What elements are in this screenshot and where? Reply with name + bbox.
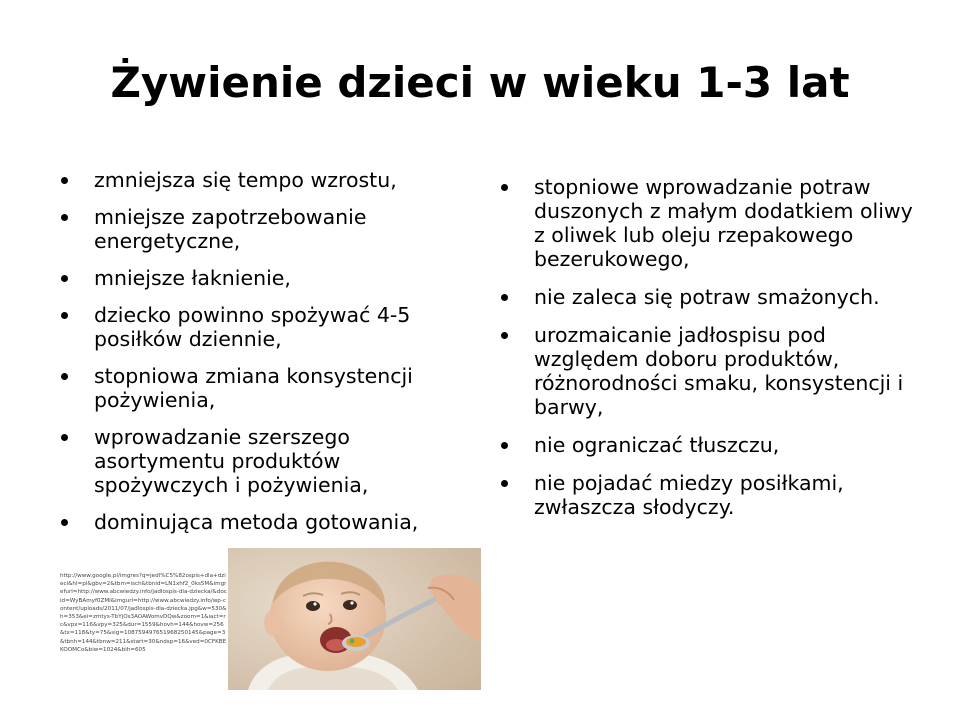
baby-eating-photo	[228, 548, 481, 690]
list-item	[60, 364, 470, 412]
bullet-icon	[501, 294, 508, 301]
list-item	[60, 425, 470, 497]
list-item	[60, 303, 470, 351]
list-item-text: stopniowa zmiana konsystencji pożywienia,	[94, 364, 413, 412]
bullet-icon	[61, 214, 68, 221]
list-item	[60, 168, 470, 192]
list-item-text: dominująca metoda gotowania,	[94, 510, 419, 534]
list-item	[60, 510, 470, 534]
list-item-text: urozmaicanie jadłospisu pod względem doboru produktów, różnorodności smaku, konsystencji i barwy,	[534, 323, 904, 419]
list-item	[500, 323, 920, 419]
bullet-icon	[501, 442, 508, 449]
list-item-text: mniejsze zapotrzebowanie energetyczne,	[94, 205, 367, 253]
baby-eating-illustration	[228, 548, 481, 690]
bullet-icon	[61, 519, 68, 526]
list-item	[500, 175, 920, 271]
list-item	[500, 433, 920, 457]
list-item-text: nie pojadać miedzy posiłkami, zwłaszcza słodyczy.	[534, 471, 844, 519]
list-item-text: mniejsze łaknienie,	[94, 266, 291, 290]
list-item-text: nie ograniczać tłuszczu,	[534, 433, 780, 457]
image-source-url: http://www.google.pl/imgres?q=jedl%C5%82ospis+dla+dzieci&hl=pl&gbv=2&tbm=isch&tbnid=LN1xhf2_0ks5M&imgrefurl=http://www.abcwiedzy.info/jadlospis-dla-dziecka/&docid=WyBAmyf0ZMI&imgurl=http://www.abcwiedzy.info/wp-content/uploads/2011/07/jadlospis-dla-dziecka.jpg&w=530&h=353&ei=zmtys-TbYjOs3AOAWomvDQw&zoom=1&iact=rc&vpx=116&vpy=325&dur=1559&hovh=144&hovw=256&tx=118&ty=75&sig=108759497651968250145&page=3&tbnh=144&tbnw=211&start=30&ndsp=16&ved=0CFKBEKOOMCo&biw=1024&bih=605	[60, 573, 227, 653]
list-item	[60, 205, 470, 253]
bullet-icon	[61, 373, 68, 380]
bullet-icon	[61, 275, 68, 282]
list-item	[500, 285, 920, 309]
bullet-icon	[501, 332, 508, 339]
bullet-icon	[501, 184, 508, 191]
bullet-icon	[61, 434, 68, 441]
bullet-icon	[61, 312, 68, 319]
list-item-text: dziecko powinno spożywać 4-5 posiłków dziennie,	[94, 303, 411, 351]
list-item-text: nie zaleca się potraw smażonych.	[534, 285, 880, 309]
list-item	[500, 471, 920, 519]
bullet-icon	[501, 480, 508, 487]
list-item-text: zmniejsza się tempo wzrostu,	[94, 168, 397, 192]
list-item-text: wprowadzanie szerszego asortymentu produktów spożywczych i pożywienia,	[94, 425, 369, 497]
slide-title: Żywienie dzieci w wieku 1-3 lat	[110, 58, 850, 107]
right-bullet-list	[500, 175, 920, 533]
bullet-icon	[61, 177, 68, 184]
left-bullet-list	[60, 168, 470, 547]
list-item	[60, 266, 470, 290]
list-item-text: stopniowe wprowadzanie potraw duszonych z małym dodatkiem oliwy z oliwek lub oleju rzepakowego bezerukowego,	[534, 175, 913, 271]
